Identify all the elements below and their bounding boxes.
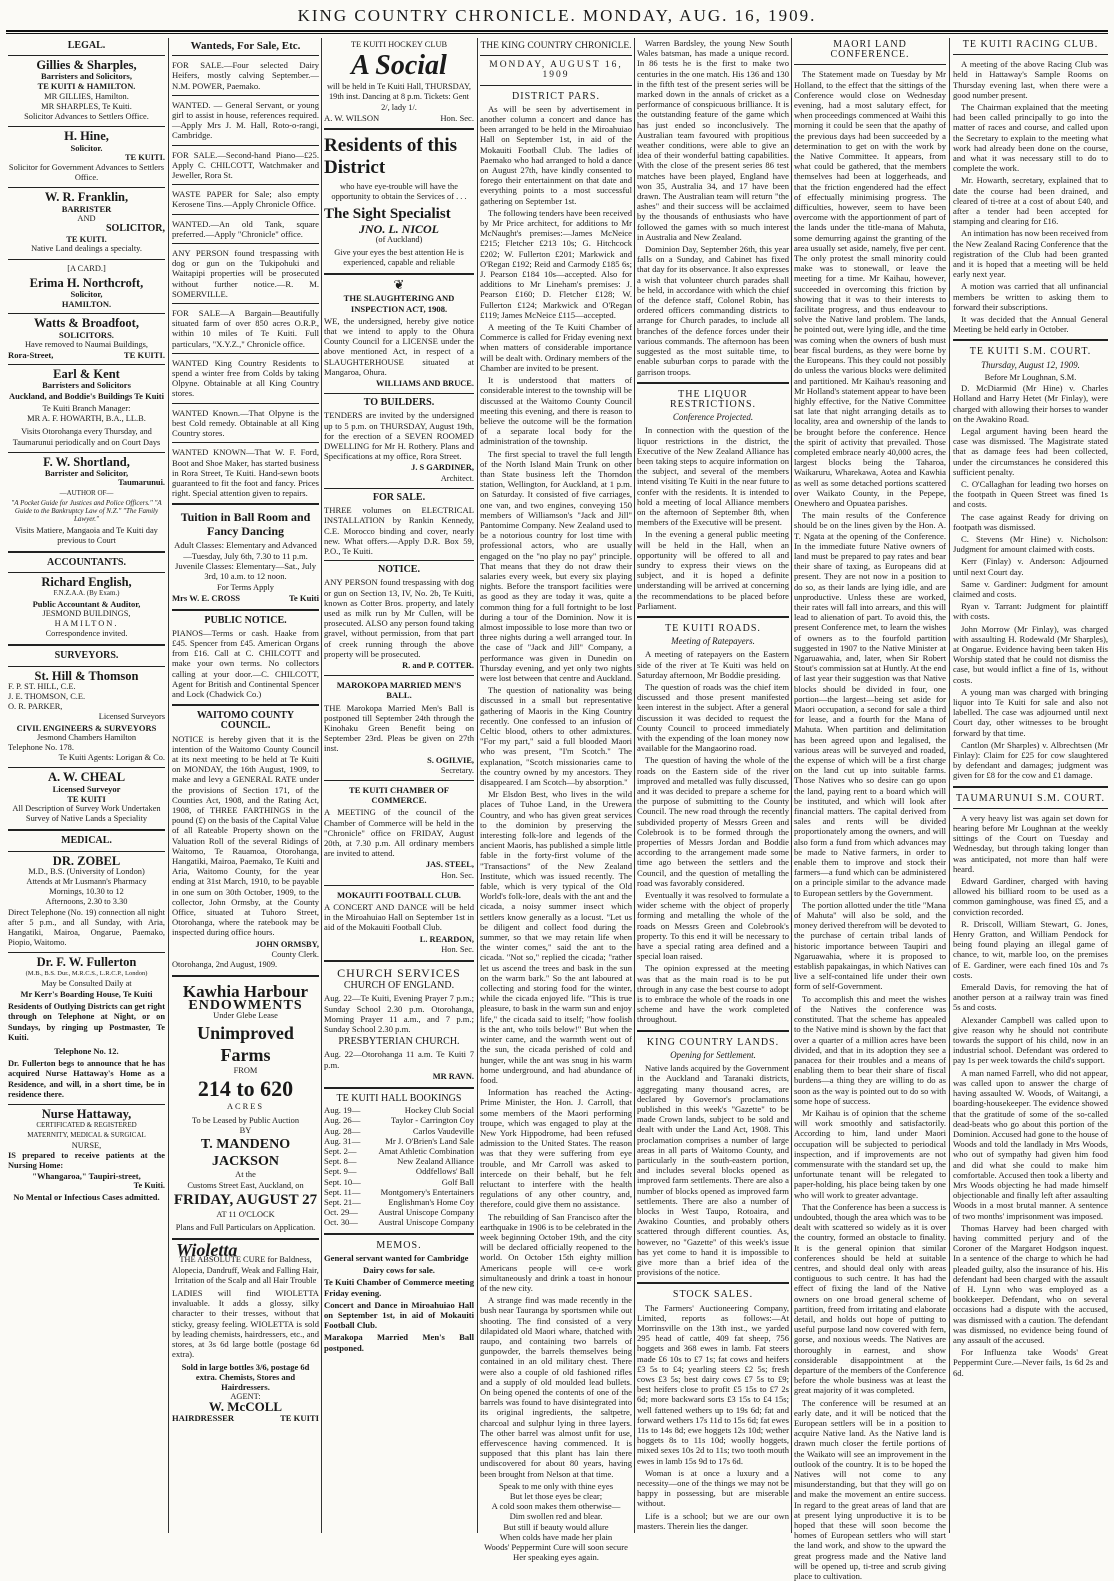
sight-location: (of Auckland)	[375, 234, 423, 244]
notice-body: ANY PERSON found trespassing with dog or gun on Section 13, IV, No. 2b, Te Kuiti, known as Cotter Bros. property, and lately used as milk run by Mr Cullen, will be prosecuted. ALSO any person found taking gravel, without permission, from that part of creek running through the above property will be prosecuted.	[324, 577, 474, 659]
stock-head: STOCK SALES.	[672, 1289, 754, 1301]
dancing-ad-terms: For Terms Apply	[217, 583, 274, 593]
card-line: Telephone No. 178.	[8, 742, 74, 752]
article-paragraph: R. Driscoll, William Stewart, G. Jones, Henry Gratton, and William Pendock for being found playing an illegal game of chance, to wit, marble loo, on the premises of E. Gardiner, were each fined 10s and 7s costs.	[953, 918, 1108, 980]
card-line: —AUTHOR OF—	[59, 489, 114, 498]
section-head-surveyors: SURVEYORS.	[54, 650, 119, 662]
taumarunui-head: TAUMARUNUI S.M. COURT.	[955, 792, 1106, 804]
court-date: Thursday, August 12, 1909.	[981, 359, 1080, 370]
wioletta-ad-cure: THE ABSOLUTE CURE for Baldness, Alopecia, Dandruff, Weak and Falling Hair, Irritation of the Scalp and all Hair Trouble	[172, 1255, 319, 1285]
court-before: Before Mr Loughnan, S.M.	[984, 372, 1077, 382]
social-title: A Social	[351, 50, 447, 82]
card-title: Solicitor.	[70, 142, 103, 153]
chamber-title: Hon. Sec.	[441, 870, 474, 880]
notice-head: NOTICE.	[378, 564, 420, 576]
card-name: Dr. F. W. Fullerton	[36, 955, 137, 970]
wioletta-ad-body: LADIES will find WIOLETTA invaluable. It adds a glossy, silky character to their tresses, without that sticky, greasy feeling. WIOLETTA is sold by leading chemists, hairdressers, etc., and stores, at 3s 6d large bottle (postage 6d extra).	[172, 1288, 319, 1360]
card-title: Public Accountant & Auditor,	[32, 598, 141, 609]
article-paragraph: Same v. Gardiner: Judgment for amount claimed and costs.	[953, 578, 1108, 599]
verse: Speak to me only with thine eyes But let those eyes be clear; A cold soon makes them otherwise— Dim swollen red and blear. But still if beauty would allure When colds have made her plain Woods' Peppermint Cure will soon secure Her speaking eyes again.	[484, 1480, 628, 1563]
classified-ad: ANY PERSON found trespassing with dog or gun on the Tukipohuki and Waitapipi properties will be prosecuted without further notice.—R. M. SOMERVILLE.	[172, 248, 319, 299]
article-paragraph: The opinion expressed at the meeting was that as the main road is to be put through in any case the best course to adopt is to embrace the whole of the roads in one scheme and have the work completed throughout.	[637, 963, 789, 1025]
kawhia-ad-line: FROM	[233, 1065, 258, 1075]
article-paragraph: A man named Farrell, who did not appear, was called upon to answer the charge of having assaulted W. Woods, of Waitangi, a boarding-housekeeper. The evidence showed that the gratitude of some of the so-called dead-beats who go about this portion of the Dominion. Accused had gone to the house of Woods and told the landlady in Mrs Woods, who out of sympathy had given him food and did what she could to make him comfortable. Accused then took a liberty and Mrs Woods objecting he had made himself objectionable and finally left after assaulting Woods in a most brutal manner. A sentence of two months' imprisonment was imposed.	[953, 1067, 1108, 1221]
kawhia-ad-title: Kawhia Harbour	[182, 982, 309, 1002]
card-note: Native Land dealings a specialty.	[31, 244, 142, 254]
presbyterian-head: PRESBYTERIAN CHURCH.	[338, 1036, 460, 1048]
article-paragraph: As will be seen by advertisement in another column a concert and dance has been arranged to be held in the Miroahuiao Hall on September 1st, in aid of the Mokauiti Football Club. The ladies of Paemako who had arranged to hold a dance on August 27th, have kindly consented to forego their entertainment on that date and everything points to a most successful gathering on September 1st.	[480, 103, 632, 206]
wioletta-ad-location: TE KUITI	[280, 1412, 319, 1423]
card-location: TE KUITI & HAMILTON.	[37, 81, 136, 91]
card-name: Nurse Hattaway,	[41, 1107, 132, 1122]
card-location: Auckland, and Boddie's Buildings Te Kuiti	[9, 390, 164, 401]
card-line: Jesmond Chambers Hamilton	[36, 732, 137, 742]
card-location: HAMILTON.	[61, 299, 112, 310]
article-paragraph: A meeting of the Te Kuiti Chamber of Commerce is called for Friday evening next when matters of considerable importance will be dealt with. Ordinary members of the Chamber are invited to be present.	[480, 322, 632, 373]
article-paragraph: D. McDiarmid (Mr Hine) v. Charles Holland and Harry Hetet (Mr Finlay), were charged with allowing their horses to wander on the Awakino Road.	[953, 383, 1108, 424]
wioletta-ad-sold: Sold in large bottles 3/6, postage 6d extra. Chemists, Stores and Hairdressers.	[181, 1361, 310, 1392]
article-paragraph: Dominion Day, September 26th, this year falls on a Sunday, and Cabinet has fixed that day for its observance. It also expresses a wish that volunteer church parades shall be held, in accordance with which the chief of the defence staff, Colonel Robin, has ordered officers commanding districts to arrange for Church parades, to include all branches of the defence forces under their various commands. The afternoon has been suggested as the most suitable time, to enable suburban corps to parade with the garrison troops.	[637, 244, 789, 377]
mokauiti-signature: L. REARDON,	[419, 934, 474, 944]
hall-bookings-list	[324, 1105, 474, 1227]
list-item: Oct. 29— Austral Uniscope Company	[324, 1207, 474, 1218]
card-name: Erima H. Northcroft,	[29, 275, 144, 290]
article-paragraph: The question of roads was the chief item discussed and those present manifested keen interest in the subject. After a general discussion it was decided to request the County Council to proceed immediately with the expending of the loan money now available for the Mangaorino road.	[637, 681, 789, 754]
article-paragraph: C. Stevens (Mr Hine) v. Nicholson: Judgment for amount claimed with costs.	[953, 533, 1108, 555]
card-location: TE KUITI.	[123, 350, 165, 361]
crest-icon: ❦	[393, 277, 405, 293]
card-line: MATERNITY, MEDICAL & SURGICAL	[27, 1131, 146, 1140]
article-paragraph: Thomas Harvey had been charged with having committed perjury and of the Coroner of the Margaret Hodgson inquest. In a sentence of the charge to which he had pleaded guilty, also the insurance of his. His defendant had been charged with the assault of H. Lynn who was employed as a bookkeeper. Defendant, who on several occasions had a dispute with the accused, was dismissed with a caution. The defendant was dismissed, no evidence being found of any assault of the accused.	[953, 1222, 1108, 1345]
column-divider	[168, 38, 169, 1533]
sight-name: JNO. L. NICOL	[359, 222, 439, 237]
card-location: Te Kuiti.	[133, 1181, 165, 1191]
kawhia-ad-line: Customs Street East, Auckland, on	[187, 1180, 304, 1190]
presbyterian-body: Aug. 22—Otorohanga 11 a.m. Te Kuiti 7 p.m.	[324, 1049, 474, 1070]
card-title: CIVIL ENGINEERS & SURVEYORS	[16, 722, 157, 733]
wioletta-ad-agent: W. McCOLL	[208, 1399, 283, 1415]
card-location: HAMILTON.	[54, 618, 119, 628]
card-line: Te Kuiti Branch Manager:	[42, 403, 131, 413]
waitomo-notice-role: County Clerk.	[271, 949, 319, 959]
forsale-head: FOR SALE.	[372, 491, 426, 503]
article-paragraph: For Influenza take Woods' Great Peppermint Cure.—Never fails, 1s 6d 2s and 6d.	[953, 1347, 1108, 1378]
liquor-subhead: Conference Projected.	[672, 412, 754, 423]
article-paragraph: Information has reached the Acting-Prime Minister, the Hon. J. Carroll, that some members of the Maori performing troupe, which was engaged to play at the New York Hippodrome, had been refused admission to the United States. The reason was that they were suffering from eye trouble, and Mr Carroll was asked to intercede on their behalf, but he felt reluctant to interfere with the health regulations of any other country, and, therefore, could give them no assistance.	[480, 1087, 632, 1210]
card-note: Solicitor for Government Advances to Settlers Office.	[8, 163, 165, 183]
article-paragraph: A young man was charged with bringing liquor into Te Kuiti for sale and also not labelled. The case was adjourned until next Court day, other witnesses to be brought forward by that time.	[953, 686, 1108, 738]
article-paragraph: The question of nationality was being discussed in a small but representative gathering of Maoris in the King Country recently. One confessed to an infusion of Celtic blood, others to other admixtures. "For my part," said a full blooded Maori who was present, "I'm Scotch." The explanation, "Scotch missionaries came to the country owned by my ancestors. They disappeared. I am Scotch—by absorption."	[480, 685, 632, 788]
article-paragraph: A motion was carried that all unfinancial members be written to asking them to forward their subscriptions.	[953, 281, 1108, 312]
card-name: Earl & Kent	[53, 367, 120, 382]
marokopa-title: Secretary.	[440, 765, 474, 775]
social-body: will be held in Te Kuiti Hall, THURSDAY, 19th inst. Dancing at 8 p.m. Tickets: Gent 2/, lady 1/.	[326, 82, 472, 112]
card-line: Licensed Surveyors	[98, 712, 165, 722]
card-line: Attends at Mr Lusmann's Pharmacy	[26, 877, 147, 886]
column-district-pars	[480, 38, 633, 1563]
column-news	[637, 38, 789, 1533]
builders-title: Architect.	[440, 473, 474, 483]
classified-ad: WANTED.—An old Tank, square preferred.—Apply "Chronicle" office.	[172, 218, 319, 239]
card-name: Gillies & Sharples,	[36, 58, 137, 73]
card-name: A. W. CHEAL	[47, 770, 126, 785]
wioletta-ad-title: Wioletta	[176, 1240, 238, 1261]
card-location: Taumarunui.	[118, 478, 165, 488]
column-notices	[324, 38, 474, 1533]
public-notice-body: PIANOS—Terms or cash. Haake from £45. Spencer from £45. American Organs from £16. Call at C. CHILCOTT and make your own terms. No collectors calling at your door.—C. CHILCOTT, Agent for British and Continental Spencer and Lock (Chadwick Co.)	[172, 627, 319, 699]
article-paragraph: A meeting of the above Racing Club was held in Hattaway's Sample Rooms on Thursday evening last, when there were a good number present.	[953, 59, 1108, 100]
lands-head: KING COUNTRY LANDS.	[646, 1036, 780, 1048]
card-location: TE KUITI.	[124, 152, 165, 162]
article-paragraph: John Morrow (Mr Finlay), was charged with assaulting H. Rodewald (Mr Sharples), at Ongarue. Evidence having been taken His Worship stated that he could not dismiss the case, but would inflict a fine of 1s, without costs.	[953, 623, 1108, 685]
dancing-ad-name: Mrs W. E. CROSS	[172, 593, 241, 604]
card-note: Have removed to Naumai Buildings,	[24, 339, 149, 349]
article-paragraph: That the Conference has been a success is undoubted, though the area which was to be dealt with scattered so widely as it is over the country, formed an obstacle to finality. It is the general opinion that similar conferences should be held at suitable centres, and should deal only with areas contiguous to such centre. It has had the effect of fixing the land of the Native owners on one broad general scheme of partition, freed from irritating and elaborate detail, and holds out hope of putting to useful purpose land now covered with fern, gorse, and noxious weeds. The Natives are thoroughly in earnest, and show considerable disappointment at the departure of the members of the Conference before the whole business was at least the great majority of it was completed.	[794, 1201, 946, 1396]
column-divider	[634, 38, 635, 1533]
article-paragraph: A very heavy list was again set down for hearing before Mr Loughnan at the weekly sittings of the Court on Tuesday and Wednesday, but through taking longer than was anticipated, not more than half were heard.	[953, 812, 1108, 874]
card-address-row	[8, 350, 165, 360]
list-item: Aug. 19— Hockey Club Social	[324, 1105, 474, 1116]
section-head-legal: LEGAL.	[67, 40, 106, 51]
column-divider	[321, 38, 322, 1533]
article-paragraph: The following tenders have been received by Mr Price architect, for additions to Mr McNaught's premises:—James McNeice £215; Fletcher £213 10s; G. Hitchcock £202; W. Fullerton £201; Markwick and O'Regan £192; Reid and Carmody £185 6s; J. Pearson £184 10s—accepted. Also for additions to Mr Lineham's premises: J. Pearson £160; D. Fletcher £128; W. Fullerton £124; Markwick and O'Regan £119; James McNeice £115—accepted.	[480, 207, 632, 320]
article-paragraph: The main results of the Conference should be on the lines given by the Hon. A. T. Ngata at the opening of the Conference. In the immediate future Native owners of land must be prepared to pay rates and bear their share of taxing, as Europeans did at present. They are not now in a position to do so, as their lands are lying idle, and are unproductive. Unless these are worked, their rates will fall into arrears, and this will lead to alienation of part. To avoid this, the present Conference met, to learn the wishes of owners as to the fourfold partition suggested in 1907 to the Native Minister at Ngaruawahia, and, later, when Sir Robert Stout's commission sat at Huntly. At the end of last year their suggestion was that Native blocks should be divided in four, one portion—the largest—being set aside for Maori occupation, a second for sale a third for lease, and a fourth for the Mana of Mahuta. When partition and delimitation has been agreed upon and legalised, the various areas will be surveyed and roaded, the expense of which will be a first charge on the land cut up into suitable farms. Those Natives who so desire can go upon the land, paying rent to a board which will be instituted, and which will look after financial matters. The capital derived from sales and rents will be divided proportionately among the owners, and will also form a fund from which advances may be made to Native farmers, in order to enable them to improve and stock their farmers—a fund which can be administered on a principle similar to the advance made to European settlers by the Government.	[794, 510, 946, 898]
kawhia-ad-line: AT 11 O'CLOCK	[216, 1209, 275, 1219]
list-item: Sept. 8— New Zealand Alliance	[324, 1156, 474, 1167]
chamber-head: TE KUITI CHAMBER OF COMMERCE.	[348, 784, 450, 806]
article-paragraph: Native lands acquired by the Government in the Auckland and Taranaki districts, aggregating many thousand acres, are declared by Governor's proclamations published in this week's "Gazette" to be made Crown lands, subject to be sold and dealt with under the Land Act, 1908. This proclamation comprises a number of large areas in all parts of Waitomo County, and particularly in the south-eastern portion, and includes several blocks opened as improved farm settlements. There are also a number of blocks opened as improved farm settlements. There are also a number of blocks in West Taupo, Rotoaira, and Awakino Counties, and probably others scattered through different counties. As, however, no "Gazette" of this week's issue has yet come to hand it is impossible to give more than a brief idea of the provisions of the notice.	[637, 1063, 789, 1278]
card-note: Direct Telephone (No. 19) connection all night after 5 p.m., and all Sunday, with Aria, Hangatiki, Mairoa, Ongarue, Paemako, Piopio, Waitomo.	[8, 907, 165, 948]
card-tag: [A CARD.]	[67, 263, 106, 273]
social-signature-title: Hon. Sec.	[440, 112, 474, 123]
chamber-signature: JAS. STEEL,	[425, 860, 474, 870]
article-paragraph: Mr Elsdon Best, who lives in the wild places of Tuhoe Land, in the Urewera Country, and who has given great services to the dominion by preserving the interesting folk-lore and legends of the ancient Maoris, has published a simple little fable in the forty-first volume of the "Transactions" of the New Zealand Institute, which was issued recently. The fable, which is very typical of the Old World's folk-lore, deals with the ant and the cicada, a noisy summer insect which settlers know generally as a locust. "Let us be diligent and collect food during the summer, so that we may retain life when the winter comes," said the ant to the cicada. "Not so," replied the cicada; "rather let us ascend the trees and bask in the sun on the warm bark." So the ant laboured at collecting and storing food for the winter, while the cicada enjoyed life. "This is true pleasure, to bask in the warm sun and enjoy life," the cicada said to itself; "how foolish is the ant, who toils below!" But when the winter came, and the warmth went out of the sun, the cicada perished of cold and hunger, while the ant was snug in his warm home underground, and had abundance of food.	[480, 789, 632, 1085]
list-item: Sept. 21— Englishman's Home Coy	[324, 1197, 474, 1208]
card-line: Mornings, 10.30 to 12	[49, 887, 124, 897]
article-paragraph: A meeting of ratepayers on the Eastern side of the river at Te Kuiti was held on Saturday afternoon, Mr Boddie presiding.	[637, 649, 789, 680]
classified-ad: FOR SALE.—Four selected Dairy Heifers, mostly calving September.—N.M. POWER, Paemako.	[172, 60, 319, 91]
card-title: Solicitor,	[70, 289, 103, 300]
card-note: Dr. Fullerton begs to announce that he has acquired Nurse Hattaway's Home as a Residence, and will, in a short time, be in residence there.	[8, 1059, 165, 1099]
kawhia-ad-line: BY	[239, 1126, 252, 1136]
column-divider	[477, 38, 478, 1533]
card-title: Licensed Surveyor	[52, 783, 121, 794]
liquor-head: THE LIQUOR RESTRICTIONS.	[669, 388, 757, 410]
card-line: AND	[77, 213, 96, 223]
classified-ad: WANTED. — General Servant, or young girl to assist in house, references required.—Apply Mrs J. M. Hall, Roto-o-rangi, Cambridge.	[172, 99, 319, 141]
mokauiti-head: MOKAUITI FOOTBALL CLUB.	[337, 889, 461, 900]
classified-ad: WANTED KNOWN—That W. F. Ford, Boot and Shoe Maker, has started business in Rora Street, Te Kuiti. Hand-sewn boots guaranteed to fit the foot and fancy. Prices right. Special attention given to repairs.	[172, 447, 319, 499]
article-paragraph: Eventually it was resolved to formulate a wider scheme with the object of properly forming and metalling the whole of the roads on Messrs Green and Colebrook's property. To this end it will be necessary to have a special rating area defined and a special loan raised.	[637, 890, 789, 962]
column-classifieds	[172, 38, 319, 1533]
list-item: Aug. 31— Mr J. O'Brien's Land Sale	[324, 1135, 474, 1146]
builders-signature: J. S GARDINER,	[411, 463, 474, 473]
marokopa-body: THE Marokopa Married Men's Ball is postponed till September 24th through the Kinohaku Green Benefit being on September 23rd. Pleas be given on 27th inst.	[324, 702, 474, 754]
article-paragraph: The rebuilding of San Francisco after the earthquake in 1906 is to be celebrated in the week beginning October 19th, and the city will be declared officially reopened to the world. On October 15th eighty million Americans people will ce-e work simultaneously and drink a toast in honour of the new city.	[480, 1211, 632, 1293]
slaughter-body: WE, the undersigned, hereby give notice that we intend to apply to the Ohura County Council for a LICENSE under the above mentioned Act, in respect of a SLAUGHTERHOUSE situated at Mangaroa, Ohura.	[324, 315, 474, 377]
masthead-rule-thin	[6, 33, 1108, 34]
builders-body: TENDERS are invited by the undersigned up to 5 p.m. on THURSDAY, August 19th, for the erection of a SEVEN ROOMED DWELLING for Mr H. Rothery. Plans and Specifications at my office, Rora Street.	[324, 410, 474, 462]
roads-head: TE KUITI ROADS.	[665, 622, 761, 634]
notice-signature: R. and P. COTTER.	[402, 660, 474, 670]
card-title: Telephone No. 12.	[54, 1046, 119, 1057]
article-paragraph: It was decided that the Annual General Meeting be held early in October.	[953, 314, 1108, 335]
list-item: Aug. 26— Taylor - Carrington Coy	[324, 1115, 474, 1126]
card-note: Correspondence invited.	[45, 629, 128, 639]
forsale-body: THREE volumes on ELECTRICAL INSTALLATION by Rankin Kennedy, C.E. Morocco binding and cover, nearly new. What offers.—Apply D.R. Box 59, P.O., Te Kuiti.	[324, 505, 474, 556]
card-line: O. R. PARKER,	[8, 702, 63, 712]
card-note: Survey of Native Lands a Speciality	[25, 814, 148, 824]
card-title: Mr Kerr's Boarding House, Te Kuiti	[20, 989, 153, 1000]
article-paragraph: In the evening a general public meeting will be held in the Hall, when an opportunity will be offered to all and sundry to express their views on the subject, and it is hoped a definite understanding will be arrived at concerning the recommendations to be placed before Parliament.	[637, 529, 789, 611]
card-line: (M.B., B.S. Dur., M.R.C.S., L.R.C.P., London)	[25, 969, 148, 977]
waitomo-notice-date: Otorohanga, 2nd August, 1909.	[172, 960, 278, 970]
racing-head: TE KUITI RACING CLUB.	[962, 39, 1099, 50]
article-paragraph: The Statement made on Tuesday by Mr Holland, to the effect that the sittings of the Conference would close on Wednesday evening, had a most salutary effect, for when proceedings commenced at Waihi this morning it could be seen that the apathy of the previous days had been succeeded by a determination to get on with the work by the Native Committee. It appears, from what could be gathered, that the members themselves had been at loggerheads, and that the friction engendered had the effect of effectually minimising progress. The difficulties, however, seem to have been overcome with the apportionment of part of the lands under the title-mana of Mahuta, some demurring against the granting of the area usually set aside, namely, five per cent. The only protest the small minority could make was to stonewall, or leave the meeting for a time. Mr Kaihau, however, succeeded in overcoming this friction by showing that it was to their interests to facilitate progress, and thus endeavour to solve the Native land problem. The lands, he pointed out, were lying idle, and the time was coming when the owners of bush must bear fiscal burdens, as they were borne by the Europeans. This they could not possibly do unless the various blocks were delimited and partitioned. Mr Kaihau's reasoning and Mr Holland's statement appear to have been highly effective, for the Native Committee sat late that night arranging details as to locality, area and ownership of the lands to be brought before the conference. Hence the spirit of activity that prevailed. Those completed embrace nearly 40,000 acres, the largest blocks being the Taharoa, Waikaruru, Wharekawa, Aotea and Kawhia as well as some detached portions scattered over Waikato County, in the Pepepe, Onewhero and Opuatea parishes.	[794, 69, 946, 508]
slaughter-signature: WILLIAMS AND BRUCE.	[376, 379, 474, 389]
card-name: DR. ZOBEL	[52, 853, 121, 868]
card-title: SOLICITORS.	[59, 329, 114, 340]
article-paragraph: Emerald Davis, for removing the hat of another person at a railway train was fined 5s and costs.	[953, 982, 1108, 1013]
chamber-body: A MEETING of the council of the Chamber of Commerce will be held in the "Chronicle" office on FRIDAY, August 20th, at 7.30 p.m. All ordinary members are invited to attend.	[324, 807, 474, 859]
article-paragraph: The conference will be resumed at an early date, and it will be noticed that the European settlers will be in a position to acquire Native land. As the Native land is drawn much closer the fertile portions of the Waikato will see an improvement in the outlook of the country. It is to be hoped the Natives will not come to any misunderstanding, but that they will go on and make the movement an entire success. In regard to the great areas of land that are at present lying unproductive it is to be hoped that these will soon become the homes of European settlers who will start the land work, and show to the upward the great progress made and the Native land will be opened up, ti-tree and scrub giving place to cultivation.	[794, 1397, 946, 1581]
card-note: Visits Matiere, Mangaoia and Te Kuiti day previous to Court	[15, 525, 158, 545]
mokauiti-title: Hon. Sec.	[441, 944, 474, 954]
article-paragraph: Ryan v. Tarrant: Judgment for plaintiff with costs.	[953, 601, 1108, 622]
classified-ad: WANTED King Country Residents to spend a winter free from Colds by taking Olpyne. Obtainable at all King Country stores.	[172, 357, 319, 399]
article-paragraph: Edward Gardiner, charged with having allowed his billiard room to be used as a common gaminghouse, was fined £5, and a conviction recorded.	[953, 876, 1108, 917]
article-paragraph: To accomplish this and meet the wishes of the Natives the conference was constituted. That the scheme has appealed to the Native mind is shown by the fact that over a quarter of a million acres have been divided, and that in its adoption they see a panacea for their troubles and a means of enabling them to bear their share of fiscal burdens—a thing they are willing to do as soon as the way is pointed out to do so with some hope of success.	[794, 993, 946, 1106]
paper-date: MONDAY, AUGUST 16, 1909	[489, 60, 623, 81]
card-note: Residents of Outlying Districts can get right through on Telephone at Night, or on Sundays, by ringing up Postmaster, Te Kuiti.	[8, 1002, 165, 1042]
section-head-medical: MEDICAL.	[61, 835, 112, 847]
card-name: St. Hill & Thomson	[34, 668, 139, 683]
card-line: JESMOND BUILDINGS,	[42, 608, 131, 618]
social-signature-row	[324, 113, 474, 123]
wioletta-ad-trade: HAIRDRESSER	[172, 1412, 235, 1423]
marokopa-signature: S. OGILVIE,	[427, 755, 474, 765]
sight-title: The Sight Specialist	[324, 206, 451, 223]
memo-item: General servant wanted for Cambridge	[324, 1252, 469, 1263]
residents-body: who have eye-trouble will have the opportunity to obtain the Services of . . .	[331, 182, 467, 202]
dancing-ad-location: Te Kuiti	[288, 593, 319, 604]
card-title: SOLICITOR,	[105, 223, 165, 235]
kawhia-ad-line: Plans and Full Particulars on Application.	[175, 1223, 316, 1233]
wioletta-ad-agent-label: AGENT:	[230, 1392, 261, 1402]
card-line: F.N.Z.A.A. (By Exam.)	[53, 589, 120, 598]
builders-head: TO BUILDERS.	[363, 397, 435, 409]
public-notice-head: PUBLIC NOTICE.	[204, 614, 287, 626]
memo-item: Te Kuiti Chamber of Commerce meeting Friday evening.	[324, 1277, 474, 1298]
article-paragraph: The first special to travel the full length of the North Island Main Trunk on other than State business left the Thorndon station, Wellington, for Auckland, at 1 p.m. on Saturday. It consisted of five carriages, one van, and two engines, conveying 150 members of Williamson's "Jack and Jill" Pantomime Company. New Zealand used to be a notorious country for lost time with professional actors, who are usually engaged on the "no play no pay" principle. That means that they do not draw their salaries every week, but every six playing nights. Before the transport facilities were as good as they are today it was, quite a common thing for a full fortnight to be lost during a tour of the Dominion. Now it is almost impossible to lose more than two or three nights during a well arranged tour. In the case of "Jack and Jill" Company, a performance was given in Dunedin on Thursday evening, and yet only two nights were lost between that centre and Auckland.	[480, 448, 633, 683]
column-maori-land	[794, 38, 946, 1581]
column-divider	[791, 38, 792, 1533]
card-line: NURSE,	[71, 1140, 102, 1150]
list-item: Aug. 28— Carlos Vaudeville	[324, 1125, 474, 1136]
article-paragraph: The Chairman explained that the meeting had been called principally to go into the matter of races and course, and called upon the Secretary to explain to the meeting what work had already been done on the course, and what it was necessary still to do to complete the work.	[953, 102, 1108, 174]
social-signature: A. W. WILSON	[324, 112, 380, 123]
court-head: TE KUITI S.M. COURT.	[969, 346, 1092, 358]
article-paragraph: An intimation has now been received from the New Zealand Racing Conference that the registration of the Club had been granted and it is hoped that a meeting will be held early next year.	[953, 228, 1109, 280]
list-item: Sept. 2— Amat Athletic Combination	[324, 1146, 474, 1157]
masthead-rule	[6, 30, 1108, 32]
classified-ad: WANTED Known.—That Olpyne is the best Cold remedy. Obtainable at all King Country stores.	[172, 407, 319, 439]
dancing-ad-contact	[172, 593, 319, 603]
kawhia-ad-date: FRIDAY, AUGUST 27	[173, 1191, 318, 1208]
section-head-accountants: ACCOUNTANTS.	[47, 556, 126, 568]
card-name: W. R. Franklin,	[44, 190, 129, 205]
card-title: Barristers and Solicitors	[42, 380, 131, 391]
column-racing-courts	[953, 38, 1108, 1533]
article-paragraph: It is understood that matters of considerable interest to the township will be discussed at the Waitomo County Council meeting this evening, and there is reason to believe the outcome will be the formation of a separate local body for the administration of the township.	[480, 375, 632, 447]
masthead: KING COUNTRY CHRONICLE. MONDAY, AUG. 16, 1909.	[297, 6, 817, 25]
card-line: M.D., B.S. (University of London)	[28, 866, 145, 876]
card-line: Afternoons, 2.30 to 3.30	[45, 897, 128, 907]
article-paragraph: Warren Bardsley, the young New South Wales batsman, has made a unique record. In 86 tests he is the first to make two centuries in the one match. His 136 and 130 in the fifth test of the present series will be marked down in the annals of cricket as a performance of conspicuous brilliance. It is the outstanding feature of the game which has just ended so inconclusively. The Australian team favoured with propitious weather conditions, were able to give an idea of their wonderful batting capabilities. With the close of the present series 86 test matches have been played, England have won 35, Australia 34, and 17 have been drawn. The Australian team will return "the ashes" and their success will be acclaimed by the thousands of enthusiasts who have followed the games with so much interest in Australia and New Zealand.	[637, 38, 789, 242]
church-head: CHURCH SERVICES	[337, 966, 461, 981]
card-note: Solicitor Advances to Settlers Office.	[24, 112, 149, 122]
classified-ad: FOR SALE—A Bargain—Beautifully situated farm of over 850 acres O.R.P., within 10 miles of Te Kuiti. Full particulars, "X.Y.Z.," Chronicle office.	[172, 308, 319, 349]
kawhia-ad-farms: Unimproved Farms	[197, 1022, 294, 1065]
column-divider	[949, 38, 950, 1533]
marokopa-head: MAROKOPA MARRIED MEN'S BALL.	[336, 680, 462, 701]
article-paragraph: A strange find was made recently in the bush near Tauranga by sportsmen while out shooting. The find consisted of a very dilapidated old Maori whare, thatched with raupo, and containing two barrels of gunpowder, the barrels themselves being contained in an old military chest. There were also a couple of old fashioned rifles and a supply of old moulded lead bullets. On being opened the contents of one of the barrels was found to have disintegrated into its original ingredients, the saltpetre, charcoal and sulphur lying in three layers. The other barrel was almost unfit for use, effervescence having commenced. It is supposed that this plant has lain there undiscovered for about 80 years, having been brought from Nelson at that time.	[480, 1295, 632, 1479]
card-line: J. E. THOMSON, C.E.	[8, 691, 86, 701]
paper-title: THE KING COUNTRY CHRONICLE.	[480, 41, 632, 51]
column-legal-directory	[8, 38, 165, 1533]
article-paragraph: Cantlon (Mr Sharples) v. Albrechtsen (Mr Finlay): Claim for £25 for cow slaughtered by defendant and damages; judgment was given for £8 for the cow and £1 damage.	[953, 739, 1108, 781]
card-location: TE KUITI	[67, 793, 106, 804]
waitomo-notice-body: NOTICE is hereby given that it is the intention of the Waitomo County Council at its next meeting to be held at Te Kuiti on MONDAY, the 16th August, 1909, to make and levy a GENERAL RATE under the provisions of Section 171, of the Counties Act, 1908, and the Rating Act, 1908, of THREE FARTHINGS in the pound (£) on the basis of the Capital Value of all Rateable Property shown on the Valuation Roll of the several Ridings of Waitomo, Te Rauamoa, Otorohanga, Hangatiki, Mairoa, Paemako, Te Kuiti and Aria, Waitomo County, for the year ending at 31st March, 1910, to be payable in one sum on 30th October, 1909, to the collector, John Ormsby, at the County Office, situated at Tuhoro Street, Otorohanga, where the ratebook may be inspected during office hours.	[172, 733, 319, 938]
wioletta-ad-trade-row	[172, 1413, 319, 1423]
kawhia-ad-agent: T. MANDENO JACKSON	[200, 1137, 291, 1170]
article-paragraph: Woman is at once a luxury and a necessity—one of the things we may not be happy in possessing, but are miserable without.	[637, 1467, 789, 1509]
waitomo-notice-head: WAITOMO COUNTY COUNCIL.	[196, 710, 295, 732]
card-line: CERTIFICATED & REGISTERED	[36, 1121, 137, 1130]
card-name: Richard English,	[41, 575, 132, 590]
church-england-body: Aug. 22—Te Kuiti, Evening Prayer 7 p.m.; Sunday School 2.30 p.m. Otorohanga, Morning Prayer 11 a.m., and 7 p.m.; Sunday School 2.30 p.m.	[324, 993, 474, 1035]
article-paragraph: The portion allotted under the title "Mana of Mahuta" will also be sold, and the money derived therefrom will be devoted to the purchase of certain tribal lands of historic importance between Taupiri and Ngaruawahia, where it is proposed to establish papakaingas, in which Natives can live a self-contained life under their own form of self-Government.	[794, 899, 946, 992]
list-item: Sept. 10— Golf Ball	[324, 1176, 474, 1187]
article-paragraph: In connection with the question of the liquor restrictions in the district, the Executive of the New Zealand Alliance has been taking steps to acquire information on the subject, and several of the members intend visiting Te Kuiti in the near future to confer with the residents. It is intended to hold a meeting of local Alliance members on the afternoon of September 8th, when members of the Executive will be present.	[637, 425, 789, 528]
lands-subhead: Opening for Settlement.	[670, 1049, 756, 1060]
card-location: TE KUITI.	[66, 234, 107, 245]
card-line: Te Kuiti Agents: Lorigan & Co.	[58, 753, 165, 763]
card-name: H. Hine,	[64, 129, 109, 144]
dancing-ad-title: Tuition in Ball Room and Fancy Dancing	[180, 510, 311, 539]
kawhia-ad-line: To be Leased by Public Auction	[191, 1116, 300, 1126]
card-line: MR SHARPLES, Te Kuiti.	[41, 102, 132, 112]
list-item: Oct. 30— Austral Uniscope Company	[324, 1217, 474, 1228]
card-line: MR GILLIES, Hamilton.	[44, 91, 129, 101]
list-item: Sept. 9— Oddfellows' Ball	[324, 1166, 474, 1177]
article-paragraph: The Farmers' Auctioneering Company, Limited, reports as follows:—At Morrinsville on the 13th inst., we yarded 295 head of cattle, 409 fat sheep, 756 hoggets and 368 ewes in lamb. Fat steers made £6 10s to £7 1s; fat cows and heifers £3 5s to £4; yearling steers £2 5s; fresh cows £3 5s; best dairy cows £7 5s to £9; best heifers close to profit £5 15s to £7 2s 6d; more backward sorts £3 15s to £4 15s; well fattened wethers up to 19s 6d; fat and forward wethers 17s 11d to 15s 6d; fat ewes 11s to 14s 8d; ewe hoggets 12s 10d; wether hoggets 8s to 11s 10d; woolly hoggets, mixed sexes 10s 2d to 11s; two tooth mouth ewes in lamb 15s 9d to 17s 6d.	[637, 1302, 789, 1466]
card-line: MR A. F. HOWARTH, B.A., LL.B.	[27, 414, 146, 424]
dancing-ad-body: Adult Classes: Elementary and Advanced—Tuesday, July 6th, 7.30 to 11 p.m. Juvenile Classes: Elementary—Sat., July 3rd, 10 a.m. to 12 noon.	[174, 540, 317, 581]
hockey-club-head: TE KUITI HOCKEY CLUB	[350, 40, 448, 49]
memo-item: Marakopa Married Men's Ball postponed.	[324, 1332, 474, 1353]
waitomo-notice-signature: JOHN ORMSBY,	[255, 939, 319, 949]
kawhia-ad-line: At the	[235, 1170, 256, 1180]
card-line: F. P. ST. HILL, C.E.	[8, 681, 76, 691]
card-street: Rora-Street,	[8, 350, 54, 361]
presbyterian-signature: MR RAVN.	[432, 1071, 474, 1081]
memo-item: Concert and Dance in Miroahuiao Hall on September 1st, in aid of Mokauiti Football Club.	[324, 1299, 474, 1331]
roads-subhead: Meeting of Ratepayers.	[671, 636, 755, 647]
article-paragraph: Mr. Howarth, secretary, explained that to date the course had been drained, and cleared of ti-tree at a cost of about £40, and after a tender had been accepted for stamping and clearing for £16.	[953, 175, 1108, 227]
kawhia-ad-range: 214 to 620	[197, 1075, 294, 1101]
card-note: No Mental or Infectious Cases admitted.	[13, 1191, 160, 1202]
memos-head: MEMOS.	[376, 1239, 422, 1251]
district-pars-head: DISTRICT PARS.	[512, 90, 600, 102]
church-england-head: CHURCH OF ENGLAND.	[343, 980, 455, 992]
hall-bookings-head: TE KUITI HALL BOOKINGS	[336, 1093, 462, 1105]
card-name: Watts & Broadfoot,	[34, 316, 139, 331]
article-paragraph: Mr Kaihau is of opinion that the scheme will work smoothly and satisfactorily. According to him, land under Maori occupation will be subjected to periodical inspection, and if improvements are not commensurate with the standard set up, the unfortunate tenant will be relegated to paper-holding, his place being taken by one who will work to greater advantage.	[794, 1107, 946, 1200]
article-paragraph: Kerr (Finlay) v. Anderson: Adjourned until next Court day.	[953, 556, 1108, 577]
kawhia-ad-line: Under Glebe Lease	[213, 1011, 278, 1021]
card-note: IS prepared to receive patients at the Nursing Home:	[8, 1150, 165, 1171]
card-note: All Description of Survey Work Undertaken	[12, 803, 161, 813]
card-title: BARRISTER	[61, 203, 112, 214]
classified-ad: WASTE PAPER for Sale; also empty Kerosene Tins.—Apply Chronicle Office.	[172, 189, 319, 210]
article-paragraph: The case against Ready for driving on footpath was dismissed.	[953, 511, 1108, 532]
memo-item: Dairy cows for sale.	[363, 1265, 435, 1276]
residents-title: Residents of this District	[324, 135, 458, 179]
article-paragraph: Life is a school; but we are our own masters. Therein lies the danger.	[637, 1510, 789, 1531]
sight-body: Give your eyes the best attention He is experienced, capable and reliable	[334, 247, 464, 268]
article-paragraph: The question of having the whole of the roads on the Eastern side of the river improved and metalled was fully discussed, and it was decided to prepare a scheme for the purpose of submitting to the County Council. The new road through the recently subdivided property of Messrs Green and Colebrook is to be formed through the properties of Messrs Jordan and Boddie according to the arrangement made some time ago between the settlers and the Council, and the question of metalling the road was favorably considered.	[637, 755, 789, 888]
card-line: May be Consulted Daily at	[41, 978, 132, 988]
card-line: "A Pocket Guide for Justices and Police Officers." "A Guide to the Bankruptcy Law of N.Z." "The Family Lawyer."	[11, 498, 162, 523]
card-title: Barrister and Solicitor,	[44, 467, 129, 478]
section-head-wanteds: Wanteds, For Sale, Etc.	[190, 40, 301, 52]
mokauiti-body: A CONCERT AND DANCE will be held in the Miroahuiao Hall on September 1st in aid of the Mokauiti Football Club.	[324, 902, 474, 933]
list-item: Sept. 11— Montgomery's Entertainers	[324, 1186, 474, 1197]
article-paragraph: Legal argument having been heard the case was dismissed. The Magistrate stated that as damage fees had been collected, under the circumstances he considered this sufficient penalty.	[953, 425, 1108, 477]
card-name: F. W. Shortland,	[43, 454, 130, 469]
card-note: Visits Otorohanga every Thursday, and Taumarunui periodically and on Court Days	[12, 427, 161, 447]
card-title: Barristers and Solicitors,	[41, 71, 132, 82]
slaughter-head: THE SLAUGHTERING AND INSPECTION ACT, 1908.	[343, 293, 455, 314]
classified-ad: FOR SALE.—Second-hand Piano—£25. Apply C. CHILCOTT, Watchmaker and Jeweller, Rora St.	[172, 149, 319, 181]
article-paragraph: Alexander Campbell was called upon to give reason why he should not contribute towards the support of his child, now in an industrial school. Defendant was ordered to pay 1s per week towards the child's support.	[953, 1014, 1108, 1066]
card-title: "Whangaroa," Taupiri-street,	[32, 1171, 141, 1182]
kawhia-ad-endowments: ENDOWMENTS	[188, 998, 303, 1014]
kawhia-ad-line: ACRES	[227, 1101, 264, 1111]
maori-land-head: MAORI LAND CONFERENCE.	[830, 39, 910, 61]
article-paragraph: C. O'Callaghan for leading two horses on the footpath in Queen Street was fined 1s and costs.	[953, 478, 1108, 510]
